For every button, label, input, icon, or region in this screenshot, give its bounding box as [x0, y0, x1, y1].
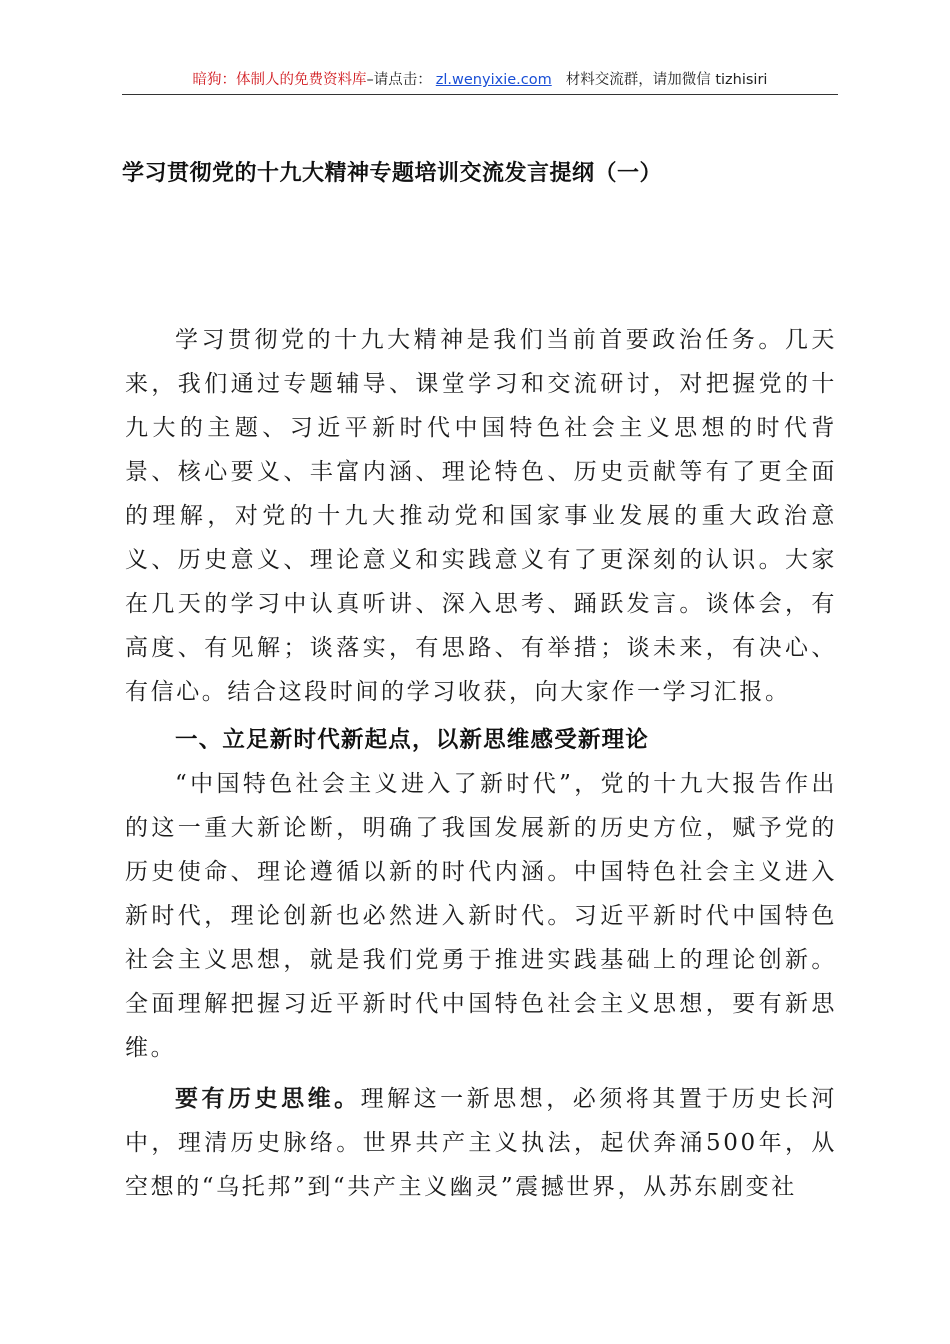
- header-site-label: 暗狗：体制人的免费资料库: [192, 72, 367, 88]
- section-heading-1: 一、立足新时代新起点，以新思维感受新理论: [175, 727, 650, 753]
- paragraph-lead: 要有历史思维。: [175, 1086, 361, 1112]
- paragraph-intro: 学习贯彻党的十九大精神是我们当前首要政治任务。几天来，我们通过专题辅导、课堂学习和交流研讨，对把握党的十九大的主题、习近平新时代中国特色社会主义思想的时代背景、核心要义、丰富内涵、理论特色、历史贡献等有了更全面的理解，对党的十九大推动党和国家事业发展的重大政治意义、历史意义、理论意义和实践意义有了更深刻的认识。大家在几天的学习中认真听讲、深入思考、踊跃发言。谈体会，有高度、有见解；谈落实，有思路、有举措；谈未来，有决心、有信心。结合这段时间的学习收获，向大家作一学习汇报。: [125, 327, 837, 705]
- header-group-text: 材料交流群，请加微信 tizhisiri: [565, 72, 768, 88]
- page-header: [122, 70, 838, 95]
- paragraph-new-era: “中国特色社会主义进入了新时代”，党的十九大报告作出的这一重大新论断，明确了我国发展新的历史方位，赋予党的历史使命、理论遵循以新的时代内涵。中国特色社会主义进入新时代，理论创新也必然进入新时代。习近平新时代中国特色社会主义思想，就是我们党勇于推进实践基础上的理论创新。全面理解把握习近平新时代中国特色社会主义思想，要有新思维。: [125, 771, 837, 1061]
- document-title: 学习贯彻党的十九大精神专题培训交流发言提纲（一）: [122, 161, 663, 186]
- paragraph-body: 理解这一新思想，必须将其置于历史长河中，理清历史脉络。世界共产主义执法，起伏奔涌500年，从空想的“乌托邦”到“共产主义幽灵”震撼世界，从苏东剧变社: [125, 1086, 837, 1200]
- header-click-prompt: –请点击：: [366, 72, 432, 88]
- header-link[interactable]: zl.wenyixie.com: [435, 72, 552, 88]
- paragraph-historical-thinking: [125, 1077, 837, 1209]
